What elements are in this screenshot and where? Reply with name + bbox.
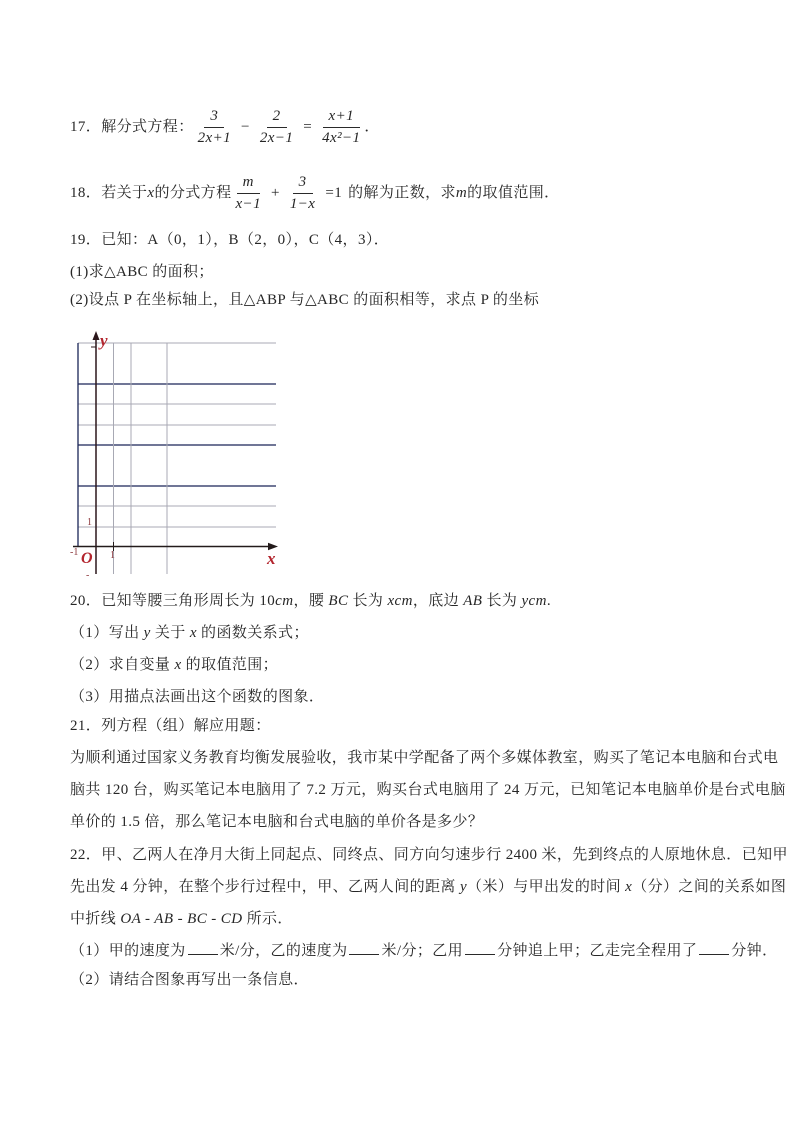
problem-20-item-1: [70, 624, 309, 643]
variable-y: y: [459, 879, 468, 895]
equals-operator: =: [303, 118, 313, 135]
problem-22-line-3: [70, 910, 293, 929]
problem-20-item-2: [70, 656, 278, 675]
problem-19: 19．已知：A（0，1），B（2，0），C（4，3）．: [70, 232, 390, 248]
fraction-17-1-denominator: 2x+1: [197, 129, 231, 146]
problem-22-item-1: [70, 939, 777, 961]
problem-18-text-end: 的取值范围．: [467, 184, 560, 201]
problem-21-line-3: 单价的 1.5 倍，那么笔记本电脑和台式电脑的单价各是多少？: [70, 814, 484, 830]
variable-xcm: xcm: [387, 593, 413, 609]
variable-ycm: ycm: [521, 593, 547, 609]
item-text: 的取值范围；: [181, 657, 279, 673]
problem-20-period: .: [546, 593, 551, 609]
problem-20-item-3: （3）用描点法画出这个函数的图象．: [70, 689, 325, 705]
fraction-17-2: [260, 108, 293, 146]
answer-blank: [349, 939, 379, 955]
y-tick-label-1: 1: [87, 517, 92, 528]
problem-17-prompt: 解分式方程：: [101, 118, 194, 135]
fraction-17-3-denominator: 4x²−1: [322, 129, 361, 146]
variable-y: y: [143, 625, 151, 641]
variable-x: x: [147, 184, 155, 201]
fraction-18-1-numerator: m: [237, 174, 260, 194]
fraction-17-3-numerator: x+1: [323, 108, 360, 128]
problem-20-run: 长为: [482, 593, 522, 609]
fraction-17-2-denominator: 2x−1: [259, 129, 294, 146]
problem-19-item-2: (2)设点 P 在坐标轴上，且△ABP 与△ABC 的面积相等，求点 P 的坐标: [70, 292, 540, 308]
x-axis-label: x: [267, 549, 276, 568]
problem-22-line-2: [70, 878, 786, 897]
fraction-17-1: [198, 108, 231, 146]
problem-20-run: 20．已知等腰三角形周长为 10: [70, 593, 276, 609]
fraction-17-2-numerator: 2: [267, 108, 287, 128]
fraction-18-1-denominator: x−1: [235, 195, 261, 212]
segment-BC: BC: [328, 593, 349, 609]
item-text: 分钟．: [731, 943, 778, 959]
problem-20-run: ，腰: [293, 593, 329, 609]
line-text: 所示．: [242, 911, 293, 927]
answer-blank: [465, 939, 495, 955]
plus-operator: +: [270, 184, 280, 201]
x-tick-label-1: 1: [110, 550, 115, 561]
item-text: 的函数关系式；: [196, 625, 309, 641]
problem-18-text-mid: 的分式方程: [154, 184, 232, 201]
origin-label: O: [81, 550, 93, 567]
fraction-18-2-numerator: 3: [293, 174, 313, 194]
fraction-18-2-denominator: 1−x: [289, 195, 316, 212]
item-text: 关于: [150, 625, 190, 641]
fraction-18-2: [290, 174, 315, 212]
problem-21-title: 21．列方程（组）解应用题：: [70, 718, 271, 734]
problem-22-line-1: 22．甲、乙两人在净月大街上同起点、同终点、同方向匀速步行 2400 米，先到终点的人原地休息．已知甲: [70, 847, 788, 863]
item-text: 米/分，乙的速度为: [219, 943, 348, 959]
problem-21-line-1: 为顺利通过国家义务教育均衡发展验收，我市某中学配备了两个多媒体教室，购买了笔记本电脑和台式电: [70, 750, 779, 766]
fraction-17-1-numerator: 3: [204, 108, 224, 128]
equals-one: =1: [325, 184, 343, 201]
problem-18-text-post: 的解为正数，求: [348, 184, 456, 201]
problem-18: [70, 170, 560, 216]
problem-20: [70, 592, 551, 611]
problem-17-period: ．: [364, 118, 380, 135]
polyline-path-OA-AB-BC-CD: OA - AB - BC - CD: [120, 911, 243, 927]
fraction-17-3: [322, 108, 360, 146]
problem-18-number: 18．: [70, 184, 102, 201]
answer-blank: [188, 939, 218, 955]
line-text: （分）之间的关系如图: [632, 879, 787, 895]
y-tick-below-origin: -: [86, 570, 90, 581]
problem-17-number: 17．: [70, 118, 102, 135]
unit-cm: cm: [275, 593, 294, 609]
problem-22-item-2: （2）请结合图象再写出一条信息．: [70, 972, 309, 988]
line-text: 先出发 4 分钟，在整个步行过程中，甲、乙两人间的距离: [70, 879, 460, 895]
problem-17: [70, 104, 380, 150]
item-text: （1）写出: [70, 625, 144, 641]
item-text: 米/分；乙用: [381, 943, 464, 959]
y-axis-label: y: [100, 331, 108, 350]
fraction-18-1: [235, 174, 260, 212]
problem-20-run: 长为: [348, 593, 388, 609]
variable-m: m: [455, 184, 468, 201]
minus-operator: −: [241, 118, 250, 135]
item-text: （2）求自变量: [70, 657, 175, 673]
variable-x: x: [174, 657, 182, 673]
problem-21-line-2: 脑共 120 台，购买笔记本电脑用了 7.2 万元，购买台式电脑用了 24 万元，已知笔记本电脑单价是台式电脑: [70, 782, 786, 798]
coordinate-grid-figure: [70, 331, 310, 583]
y-axis: [91, 331, 100, 574]
x-axis: [73, 542, 278, 551]
variable-x: x: [189, 625, 197, 641]
item-text: （1）甲的速度为: [70, 943, 186, 959]
problem-19-item-1: (1)求△ABC 的面积；: [70, 264, 214, 280]
line-text: 中折线: [70, 911, 121, 927]
problem-20-run: ，底边: [412, 593, 464, 609]
variable-x: x: [625, 879, 633, 895]
segment-AB: AB: [463, 593, 483, 609]
line-text: （米）与甲出发的时间: [467, 879, 626, 895]
problem-18-text-pre: 若关于: [101, 184, 148, 201]
answer-blank: [699, 939, 729, 955]
x-tick-label-neg1: -1: [70, 547, 79, 558]
item-text: 分钟追上甲；乙走完全程用了: [497, 943, 698, 959]
